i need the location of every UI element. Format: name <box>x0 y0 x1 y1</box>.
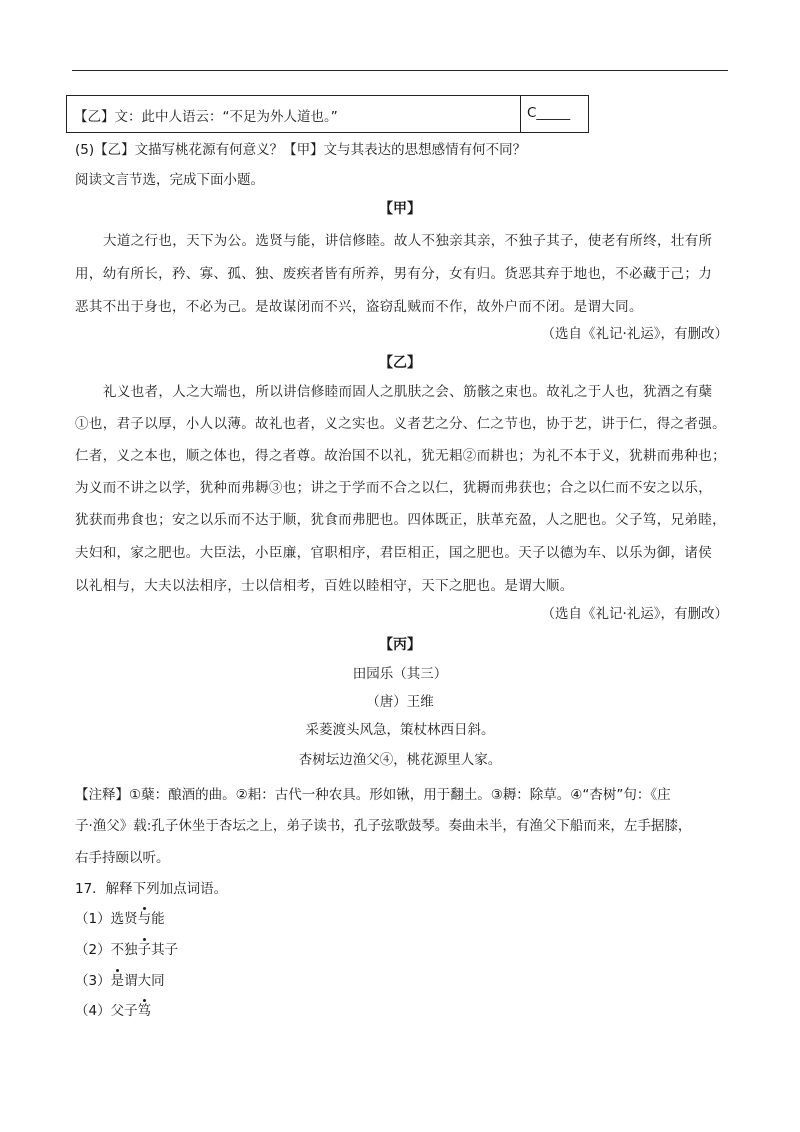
question-17-item: （2）不独子其子 <box>75 942 179 958</box>
dotted-word: 与 <box>137 911 152 927</box>
dotted-word: 笃 <box>137 1003 152 1019</box>
top-rule <box>72 70 728 71</box>
passage-yi-line: 仁者，义之本也，顺之体也，得之者尊。故治国不以礼，犹无耜②而耕也；为礼不本于义，犹耕而弗种也； <box>75 448 726 464</box>
answer-table <box>66 95 589 133</box>
reading-intro: 阅读文言节选，完成下面小题。 <box>75 172 264 188</box>
notes-line: 右手持颐以听。 <box>75 850 170 866</box>
passage-jia-heading: 【甲】 <box>379 201 421 217</box>
passage-bing-heading: 【丙】 <box>379 637 421 653</box>
dotted-word: 子 <box>137 942 152 958</box>
passage-yi-line: 犹获而弗食也；安之以乐而不达于顺，犹食而弗肥也。四体既正，肤革充盈，人之肥也。父子笃，兄弟睦， <box>75 512 726 528</box>
passage-yi-line: 为义而不讲之以学，犹种而弗耨③也；讲之于学而不合之以仁，犹耨而弗获也；合之以仁而不安之以乐， <box>75 480 713 496</box>
passage-yi-line: 夫妇和，家之肥也。大臣法，小臣廉，官职相序，君臣相正，国之肥也。天子以德为车、以乐为御，诸侯 <box>75 545 713 561</box>
notes-line: 子·渔父》载:孔子休坐于杏坛之上，弟子读书，孔子弦歌鼓琴。奏曲未半，有渔父下船而来，左手据膝， <box>75 818 692 834</box>
question-5: (5)【乙】文描写桃花源有何意义？【甲】文与其表达的思想感情有何不同？ <box>75 142 527 158</box>
question-17-item: （3）是谓大同 <box>75 973 165 989</box>
poem-line: 采菱渡头风急，策杖林西日斜。 <box>305 722 495 738</box>
question-17-item: （1）选贤与能 <box>75 911 165 927</box>
question-17-stem: 17．解释下列加点词语。 <box>75 881 228 897</box>
poem-line: 杏树坛边渔父④，桃花源里人家。 <box>298 752 502 768</box>
passage-yi-heading: 【乙】 <box>379 355 421 371</box>
passage-yi-line: ①也，君子以厚，小人以薄。故礼也者，义之实也。义者艺之分、仁之节也，协于艺，讲于仁，得之者强。 <box>75 416 726 432</box>
table-right-cell: C_____ <box>527 105 571 121</box>
poem-title: 田园乐（其三） <box>352 666 448 682</box>
passage-jia-line: 恶其不出于身也，不必为己。是故谋闭而不兴，盗窃乱贼而不作，故外户而不闭。是谓大同。 <box>75 299 643 315</box>
notes-line: 【注释】①蘖：酿酒的曲。②耜：古代一种农具。形如锹，用于翻土。③耨：除草。④“杏树”句：《庄 <box>75 787 671 803</box>
passage-jia-line: 用，幼有所长，矜、寡、孤、独、废疾者皆有所养，男有分，女有归。货恶其弃于地也，不必藏于己；力 <box>75 266 713 282</box>
table-left-cell: 【乙】文：此中人语云：“不足为外人道也。” <box>67 96 521 132</box>
question-17-item: （4）父子笃 <box>75 1003 152 1019</box>
passage-yi-line: 以礼相与，大夫以法相序，士以信相考，百姓以睦相守，天下之肥也。是谓大顺。 <box>75 578 574 594</box>
passage-yi-line: 礼义也者，人之大端也，所以讲信修睦而固人之肌肤之会、筋骸之束也。故礼之于人也，犹酒之有蘖 <box>103 384 713 400</box>
passage-yi-source: （选自《礼记·礼运》，有删改） <box>541 606 728 622</box>
passage-jia-source: （选自《礼记·礼运》，有删改） <box>541 326 728 342</box>
passage-jia-line: 大道之行也，天下为公。选贤与能，讲信修睦。故人不独亲其亲，不独子其子，使老有所终，壮有所 <box>103 233 713 249</box>
poem-author: （唐）王维 <box>366 694 434 710</box>
dotted-word: 是 <box>110 973 125 989</box>
